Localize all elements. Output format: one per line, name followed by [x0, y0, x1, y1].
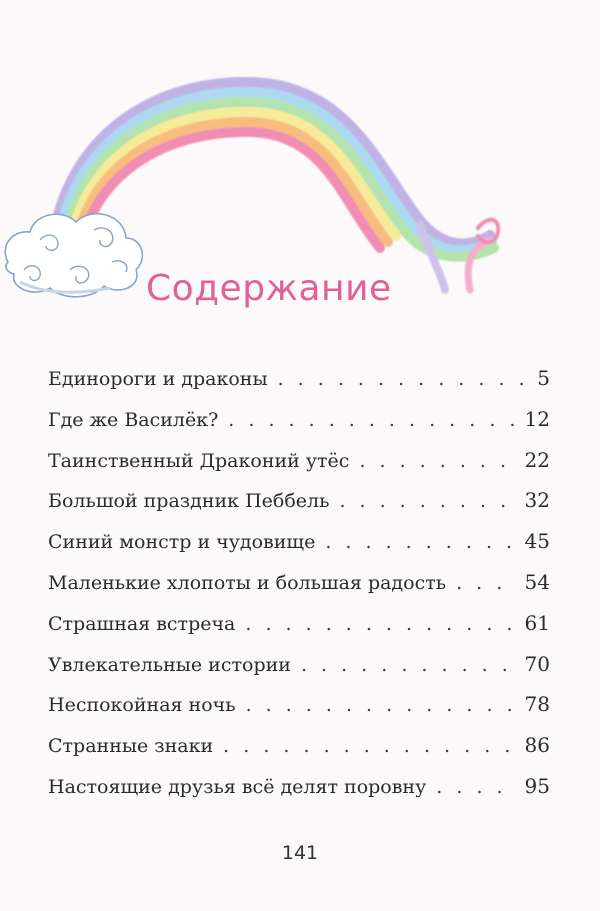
- dot-leader: [278, 368, 528, 390]
- toc-entry-title: Маленькие хлопоты и большая радость: [48, 571, 447, 594]
- toc-entry-page: 5: [537, 366, 550, 390]
- toc-entry[interactable]: [48, 692, 550, 733]
- cloud-icon: [5, 214, 142, 297]
- toc-entry[interactable]: [48, 652, 550, 693]
- dot-leader: [228, 409, 514, 431]
- toc-entry[interactable]: [48, 488, 550, 529]
- dot-leader: [325, 531, 514, 553]
- toc-entry-page: 12: [524, 406, 550, 431]
- toc-entry[interactable]: [48, 366, 550, 407]
- dot-leader: [246, 694, 515, 716]
- toc-entry-page: 70: [524, 651, 550, 676]
- dot-leader: [301, 654, 515, 676]
- table-of-contents: [48, 366, 550, 815]
- toc-entry-page: 22: [524, 447, 550, 472]
- toc-entry[interactable]: [48, 407, 550, 448]
- toc-entry-page: 86: [524, 733, 550, 758]
- toc-entry[interactable]: [48, 611, 550, 652]
- toc-entry[interactable]: [48, 570, 550, 611]
- toc-entry-title: Неспокойная ночь: [48, 694, 236, 717]
- toc-entry-title: Странные знаки: [48, 735, 214, 758]
- toc-entry-page: 78: [524, 692, 550, 717]
- dot-leader: [339, 490, 514, 512]
- page-number: 141: [281, 842, 319, 864]
- toc-entry-page: 95: [524, 773, 550, 798]
- toc-entry-title: Настоящие друзья всё делят поровну: [48, 775, 427, 798]
- dot-leader: [245, 613, 514, 635]
- dot-leader: [456, 572, 514, 594]
- toc-entry[interactable]: [48, 529, 550, 570]
- page-title: Содержание: [146, 268, 392, 310]
- toc-entry-title: Таинственный Драконий утёс: [48, 449, 350, 472]
- toc-entry-title: Страшная встреча: [48, 612, 236, 635]
- toc-entry[interactable]: [48, 774, 550, 815]
- toc-entry-title: Где же Василёк?: [48, 408, 219, 431]
- toc-entry-page: 54: [524, 569, 550, 594]
- toc-entry-page: 32: [524, 488, 550, 513]
- toc-entry[interactable]: [48, 448, 550, 489]
- dot-leader: [359, 450, 514, 472]
- toc-entry-title: Единороги и драконы: [48, 368, 268, 390]
- toc-entry[interactable]: [48, 733, 550, 774]
- toc-entry-title: Увлекательные истории: [48, 653, 291, 676]
- toc-entry-title: Большой праздник Пеббель: [48, 490, 330, 513]
- dot-leader: [223, 735, 514, 757]
- toc-entry-page: 45: [524, 529, 550, 554]
- toc-entry-title: Синий монстр и чудовище: [48, 531, 316, 554]
- toc-entry-page: 61: [524, 610, 550, 635]
- dot-leader: [436, 776, 514, 798]
